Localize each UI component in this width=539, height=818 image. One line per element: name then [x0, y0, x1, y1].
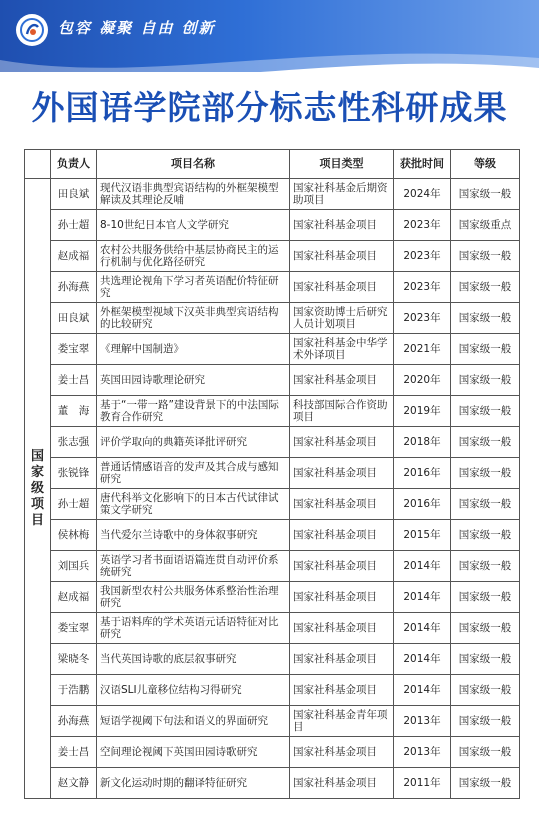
- project-name-cell: 普通话情感语音的发声及其合成与感知研究: [97, 458, 290, 489]
- approval-time-cell: 2018年: [394, 427, 451, 458]
- project-name-cell: 新文化运动时期的翻译特征研究: [97, 768, 290, 799]
- table-row: [25, 427, 520, 458]
- level-cell: 国家级一般: [451, 489, 520, 520]
- project-name-cell: 短语学视阈下句法和语义的界面研究: [97, 706, 290, 737]
- project-name-cell: 汉语SLI儿童移位结构习得研究: [97, 675, 290, 706]
- level-cell: 国家级一般: [451, 551, 520, 582]
- level-cell: 国家级一般: [451, 520, 520, 551]
- page-title: 外国语学院部分标志性科研成果: [31, 88, 508, 127]
- project-name-cell: 基于“一带一路”建设背景下的中法国际教育合作研究: [97, 396, 290, 427]
- project-name-cell: 外框架模型视域下汉英非典型宾语结构的比较研究: [97, 303, 290, 334]
- approval-time-cell: 2014年: [394, 551, 451, 582]
- table-row: [25, 582, 520, 613]
- approval-time-cell: 2014年: [394, 613, 451, 644]
- approval-time-cell: 2023年: [394, 272, 451, 303]
- table-row: [25, 210, 520, 241]
- project-name-cell: 共选理论视角下学习者英语配价特征研究: [97, 272, 290, 303]
- level-cell: 国家级一般: [451, 768, 520, 799]
- project-name-cell: 当代爱尔兰诗歌中的身体叙事研究: [97, 520, 290, 551]
- category-header-cell: [25, 150, 51, 179]
- approval-time-cell: 2011年: [394, 768, 451, 799]
- level-cell: 国家级一般: [451, 582, 520, 613]
- project-type-cell: 国家社科基金中华学术外译项目: [290, 334, 394, 365]
- project-name-cell: 英语学习者书面语语篇连贯自动评价系统研究: [97, 551, 290, 582]
- approval-time-cell: 2019年: [394, 396, 451, 427]
- research-table-container: [24, 149, 519, 799]
- level-cell: 国家级一般: [451, 675, 520, 706]
- project-type-cell: 国家社科基金青年项目: [290, 706, 394, 737]
- table-row: [25, 768, 520, 799]
- approval-time-cell: 2013年: [394, 737, 451, 768]
- project-type-cell: 国家社科基金项目: [290, 675, 394, 706]
- approval-time-cell: 2021年: [394, 334, 451, 365]
- table-body: [25, 179, 520, 799]
- leader-cell: 张锐锋: [51, 458, 97, 489]
- table-row: [25, 458, 520, 489]
- table-row: [25, 365, 520, 396]
- leader-cell: 田良斌: [51, 179, 97, 210]
- approval-time-cell: 2014年: [394, 644, 451, 675]
- approval-time-cell: 2016年: [394, 458, 451, 489]
- level-cell: 国家级一般: [451, 613, 520, 644]
- level-cell: 国家级一般: [451, 241, 520, 272]
- leader-cell: 赵成福: [51, 582, 97, 613]
- table-row: [25, 520, 520, 551]
- approval-time-cell: 2014年: [394, 582, 451, 613]
- level-cell: 国家级一般: [451, 334, 520, 365]
- table-row: [25, 551, 520, 582]
- approval-time-cell: 2023年: [394, 210, 451, 241]
- project-type-cell: 国家社科基金项目: [290, 768, 394, 799]
- project-type-cell: 国家社科基金项目: [290, 644, 394, 675]
- project-type-cell: 科技部国际合作资助项目: [290, 396, 394, 427]
- project-name-cell: 《理解中国制造》: [97, 334, 290, 365]
- leader-cell: 娄宝翠: [51, 334, 97, 365]
- level-cell: 国家级一般: [451, 706, 520, 737]
- project-type-cell: 国家社科基金项目: [290, 272, 394, 303]
- table-row: [25, 396, 520, 427]
- project-type-cell: 国家社科基金项目: [290, 427, 394, 458]
- level-cell: 国家级一般: [451, 396, 520, 427]
- col-header-leader: 负责人: [51, 150, 97, 179]
- col-header-approval-time: 获批时间: [394, 150, 451, 179]
- leader-cell: 孙海燕: [51, 272, 97, 303]
- leader-cell: 张志强: [51, 427, 97, 458]
- approval-time-cell: 2023年: [394, 303, 451, 334]
- project-type-cell: 国家社科基金项目: [290, 365, 394, 396]
- research-table: [24, 149, 520, 799]
- table-row: [25, 489, 520, 520]
- project-name-cell: 农村公共服务供给中基层协商民主的运行机制与优化路径研究: [97, 241, 290, 272]
- table-header-row: [25, 150, 520, 179]
- col-header-level: 等级: [451, 150, 520, 179]
- col-header-project-name: 项目名称: [97, 150, 290, 179]
- approval-time-cell: 2013年: [394, 706, 451, 737]
- table-row: [25, 303, 520, 334]
- level-cell: 国家级一般: [451, 458, 520, 489]
- leader-cell: 姜士昌: [51, 365, 97, 396]
- leader-cell: 侯林梅: [51, 520, 97, 551]
- table-row: [25, 613, 520, 644]
- leader-cell: 孙海燕: [51, 706, 97, 737]
- project-type-cell: 国家社科基金后期资助项目: [290, 179, 394, 210]
- level-cell: 国家级一般: [451, 272, 520, 303]
- category-label: 国家级项目: [30, 448, 44, 528]
- leader-cell: 于浩鹏: [51, 675, 97, 706]
- level-cell: 国家级一般: [451, 179, 520, 210]
- approval-time-cell: 2015年: [394, 520, 451, 551]
- leader-cell: 董 海: [51, 396, 97, 427]
- approval-time-cell: 2016年: [394, 489, 451, 520]
- project-name-cell: 英国田园诗歌理论研究: [97, 365, 290, 396]
- approval-time-cell: 2020年: [394, 365, 451, 396]
- leader-cell: 娄宝翠: [51, 613, 97, 644]
- project-type-cell: 国家资助博士后研究人员计划项目: [290, 303, 394, 334]
- level-cell: 国家级一般: [451, 427, 520, 458]
- leader-cell: 刘国兵: [51, 551, 97, 582]
- project-name-cell: 基于语料库的学术英语元话语特征对比研究: [97, 613, 290, 644]
- approval-time-cell: 2024年: [394, 179, 451, 210]
- project-name-cell: 唐代科举文化影响下的日本古代试律试策文学研究: [97, 489, 290, 520]
- project-type-cell: 国家社科基金项目: [290, 458, 394, 489]
- leader-cell: 田良斌: [51, 303, 97, 334]
- project-type-cell: 国家社科基金项目: [290, 520, 394, 551]
- university-logo-icon: [16, 14, 48, 46]
- project-name-cell: 8-10世纪日本官人文学研究: [97, 210, 290, 241]
- col-header-project-type: 项目类型: [290, 150, 394, 179]
- leader-cell: 姜士昌: [51, 737, 97, 768]
- category-cell: [25, 179, 51, 799]
- project-type-cell: 国家社科基金项目: [290, 737, 394, 768]
- leader-cell: 孙士超: [51, 210, 97, 241]
- project-type-cell: 国家社科基金项目: [290, 241, 394, 272]
- leader-cell: 孙士超: [51, 489, 97, 520]
- approval-time-cell: 2023年: [394, 241, 451, 272]
- project-name-cell: 现代汉语非典型宾语结构的外框架模型解读及其理论反哺: [97, 179, 290, 210]
- table-row: [25, 737, 520, 768]
- project-type-cell: 国家社科基金项目: [290, 489, 394, 520]
- level-cell: 国家级一般: [451, 303, 520, 334]
- project-type-cell: 国家社科基金项目: [290, 551, 394, 582]
- project-name-cell: 我国新型农村公共服务体系整治性治理研究: [97, 582, 290, 613]
- wave-decoration: [0, 40, 539, 72]
- level-cell: 国家级重点: [451, 210, 520, 241]
- project-type-cell: 国家社科基金项目: [290, 582, 394, 613]
- table-row: [25, 644, 520, 675]
- project-name-cell: 评价学取向的典籍英译批评研究: [97, 427, 290, 458]
- table-row: [25, 706, 520, 737]
- motto-text: 包容 凝聚 自由 创新: [58, 19, 216, 37]
- project-type-cell: 国家社科基金项目: [290, 210, 394, 241]
- level-cell: 国家级一般: [451, 644, 520, 675]
- leader-cell: 赵文静: [51, 768, 97, 799]
- project-name-cell: 空间理论视阈下英国田园诗歌研究: [97, 737, 290, 768]
- table-row: [25, 675, 520, 706]
- leader-cell: 梁晓冬: [51, 644, 97, 675]
- table-row: [25, 272, 520, 303]
- project-name-cell: 当代英国诗歌的底层叙事研究: [97, 644, 290, 675]
- level-cell: 国家级一般: [451, 737, 520, 768]
- project-type-cell: 国家社科基金项目: [290, 613, 394, 644]
- leader-cell: 赵成福: [51, 241, 97, 272]
- level-cell: 国家级一般: [451, 365, 520, 396]
- table-row: [25, 179, 520, 210]
- approval-time-cell: 2014年: [394, 675, 451, 706]
- header-banner: [0, 0, 539, 72]
- table-row: [25, 241, 520, 272]
- table-row: [25, 334, 520, 365]
